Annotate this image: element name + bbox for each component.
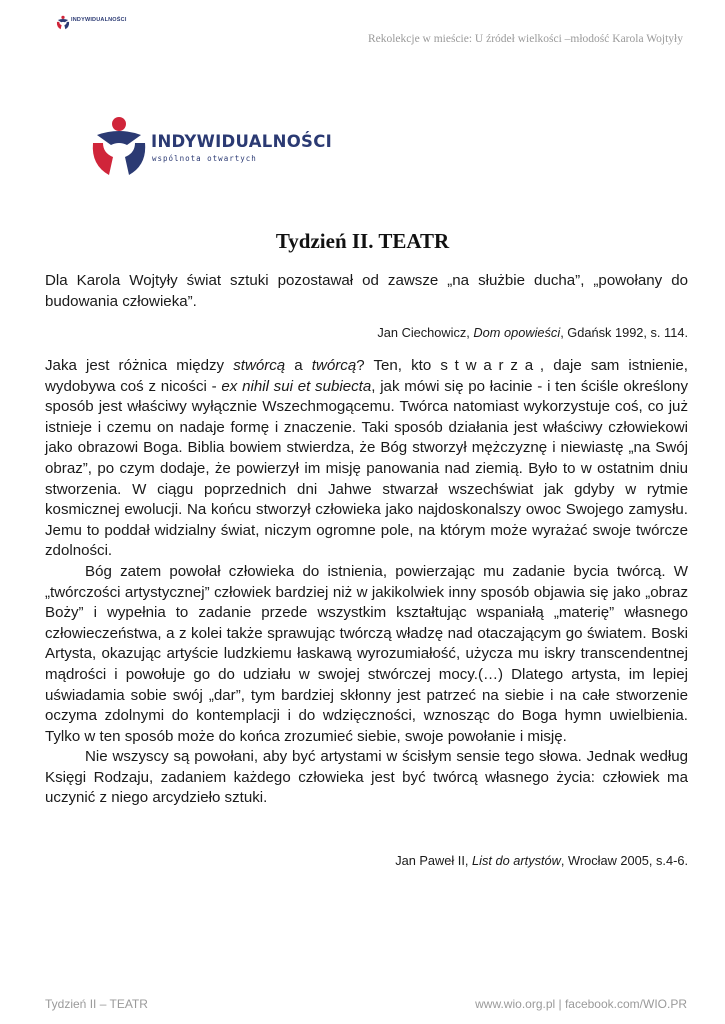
header-logo [56, 14, 127, 34]
header-logo-icon [56, 14, 70, 32]
main-citation-title: List do artystów [472, 853, 561, 868]
main-citation-author: Jan Paweł II, [395, 853, 473, 868]
header-logo-text: INDYWIDUALNOŚCI [71, 17, 127, 23]
main-text [45, 356, 688, 809]
intro-citation [377, 325, 688, 340]
paragraph-3: Nie wszyscy są powołani, aby być artystami w ścisłym sensie tego słowa. Jednak według Księgi Rodzaju, zadaniem każdego człowieka jest być twórcą własnego życia: człowiek ma uczynić z niego arcydzieło sztuki. [45, 748, 688, 807]
paragraph-1-text: , daje sam istnienie, wydobywa coś z nicości - [45, 357, 688, 395]
latin-phrase: ex nihil sui et subiecta [221, 377, 372, 395]
footer-section-label: Tydzień II – TEATR [45, 997, 148, 1011]
intro-citation-author: Jan Ciechowicz, [377, 325, 474, 340]
page-title: Tydzień II. TEATR [275, 229, 450, 253]
paragraph-1-text: ? Ten, kto [356, 357, 441, 374]
logo-icon [88, 117, 150, 179]
intro-citation-rest: , Gdańsk 1992, s. 114. [560, 325, 688, 340]
term-stwarza: stwarza [440, 357, 540, 374]
logo-tagline: wspólnota otwartych [152, 154, 257, 163]
logo-name: INDYWIDUALNOŚCI [151, 132, 333, 151]
main-citation [395, 853, 688, 868]
intro-citation-title: Dom opowieści [473, 325, 561, 340]
main-citation-rest: , Wrocław 2005, s.4-6. [560, 853, 688, 868]
running-head: Rekolekcje w mieście: U źródeł wielkości –młodość Karola Wojtyły [367, 33, 683, 45]
paragraph-1 [45, 356, 688, 562]
paragraph-1-text: , jak mówi się po łacinie - i ten ściśle określony sposób jest właściwy wyłącznie Wszechmogącemu. Twórca natomiast wykorzystuje coś, co już istnieje i czemu on nadaje formę i znaczenie. Taki sposób działania jest właściwy człowiekowi jako obrazowi Boga. Biblia bowiem stwierdza, że Bóg stworzył mężczyznę i niewiastę „na Swój obraz”, po czym dodaje, że powierzył im misję panowania nad ziemią. Było to w ostatnim dniu stworzenia. W ciągu poprzednich dni Jahwe stwarzał wszechświat jak gdyby w rytmie kosmicznej ewolucji. Na końcu stworzył człowieka jako najdoskonalszy owoc Swojego zamysłu. Jemu to poddał widzialny świat, niczym ogromne pole, na którym może wyrażać swoje twórcze zdolności. [45, 377, 688, 560]
term-tworca: twórcą [311, 357, 357, 374]
term-stworca: stwórcą [233, 357, 286, 374]
paragraph-2: Bóg zatem powołał człowieka do istnienia, powierzając mu zadanie bycia twórcą. W „twórczości artystycznej” człowiek bardziej niż w jakikolwiek inny sposób objawia się jako „obraz Boży” i wypełnia to zadanie przede wszystkim kształtując wspaniałą „materię” własnego człowieczeństwa, a z kolei także sprawując twórczą władzę nad otaczającym go światem. Boski Artysta, okazując artyście ludzkiemu łaskawą wyrozumiałość, użycza mu iskry transcendentnej mądrości i powołuje go do udziału w swojej stwórczej mocy.(…) Dlatego artysta, im lepiej uświadamia sobie swój „dar”, tym bardziej skłonny jest patrzeć na siebie i na całe stworzenie oczyma zdolnymi do kontemplacji i do wdzięczności, wznosząc do Boga hymn uwielbienia. Tylko w ten sposób może do końca zrozumieć siebie, swoje powołanie i misję. [45, 562, 688, 745]
paragraph-1-text: a [285, 357, 312, 374]
logo [88, 117, 333, 179]
paragraph-1-text: Jaka jest różnica między [45, 357, 234, 374]
footer-links: www.wio.org.pl | facebook.com/WIO.PR [475, 997, 687, 1011]
intro-paragraph: Dla Karola Wojtyły świat sztuki pozostawał od zawsze „na służbie ducha”, „powołany do budowania człowieka”. [45, 272, 688, 310]
